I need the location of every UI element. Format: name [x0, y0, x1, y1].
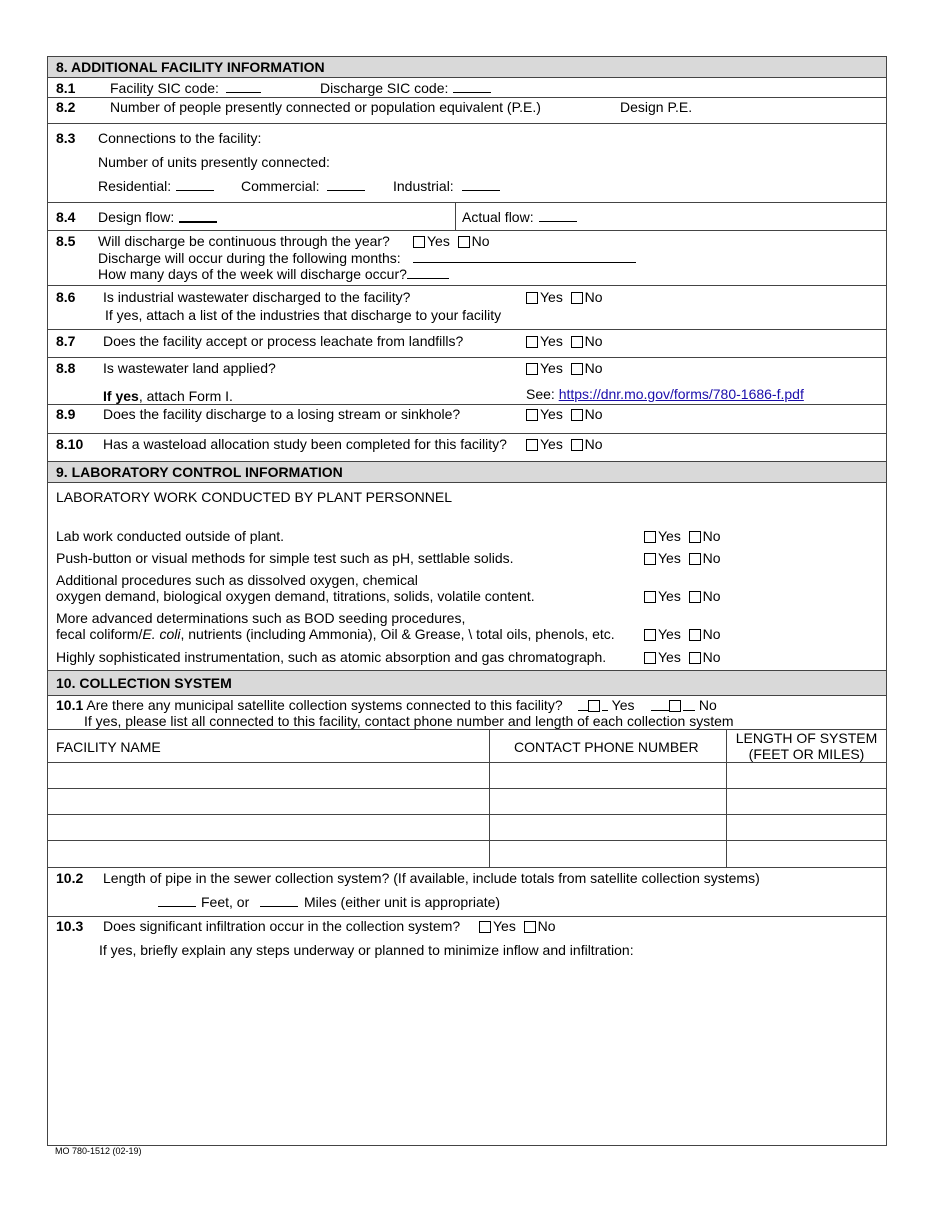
yes-no-group [479, 918, 556, 934]
row-10-2 [48, 868, 886, 917]
row-10-1 [48, 696, 886, 730]
see-link-group [526, 386, 804, 402]
yes-option [578, 697, 634, 713]
col-facility-name: FACILITY NAME [56, 739, 161, 755]
months-field[interactable] [413, 250, 636, 263]
design-flow-label: Design flow: [98, 209, 175, 225]
yes-checkbox[interactable] [526, 292, 538, 304]
satellite-table [48, 730, 888, 868]
industrial-label: Industrial: [393, 178, 454, 194]
yes-label: Yes [658, 626, 681, 642]
yes-no-group [526, 406, 603, 422]
form-number-footer: MO 780-1512 (02-19) [55, 1146, 142, 1156]
residential-label: Residential: [98, 178, 172, 194]
days-label: How many days of the week will discharge occur? [98, 266, 407, 282]
blank-line [602, 698, 608, 711]
row-8-2 [48, 98, 886, 124]
no-label: No [702, 588, 721, 604]
yes-no-group [526, 333, 603, 349]
yes-no-group [644, 649, 721, 665]
yes-label: Yes [540, 360, 563, 376]
row-10-3 [48, 917, 886, 1145]
yes-label: Yes [658, 528, 681, 544]
industrial-ww-label: Is industrial wastewater discharged to the facility? [103, 289, 411, 305]
table-cell-input[interactable] [727, 763, 886, 789]
yes-label: Yes [540, 289, 563, 305]
yes-no-group [644, 550, 721, 566]
miles-label: Miles (either unit is appropriate) [304, 894, 501, 910]
table-cell-input[interactable] [48, 763, 490, 789]
yes-label: Yes [427, 233, 450, 249]
section-8-title: 8. ADDITIONAL FACILITY INFORMATION [56, 59, 325, 75]
no-checkbox[interactable] [689, 591, 701, 603]
table-cell-input[interactable] [48, 815, 490, 841]
infiltration-label: Does significant infiltration occur in the collection system? [103, 918, 461, 934]
yes-label: Yes [540, 436, 563, 452]
attach-text: , attach Form I. [138, 388, 233, 404]
q-number: 8.3 [56, 130, 76, 146]
no-label: No [702, 528, 721, 544]
yes-no-group [413, 233, 490, 249]
q-number: 8.5 [56, 233, 76, 249]
table-cell-input[interactable] [48, 841, 490, 868]
attach-form-note [103, 388, 233, 404]
table-cell-input[interactable] [727, 789, 886, 815]
col-length-line2: (FEET OR MILES) [748, 746, 865, 762]
q-number: 8.9 [56, 406, 76, 422]
yes-checkbox[interactable] [644, 553, 656, 565]
yes-checkbox[interactable] [644, 531, 656, 543]
connections-label: Connections to the facility: [98, 130, 262, 146]
section-8-header [48, 57, 886, 78]
yes-checkbox[interactable] [526, 363, 538, 375]
lab-q4-line1: More advanced determinations such as BOD seeding procedures, [56, 610, 466, 626]
lab-q5: Highly sophisticated instrumentation, such as atomic absorption and gas chromatograph. [56, 649, 607, 665]
design-pe-label: Design P.E. [620, 99, 693, 115]
blank-line [651, 698, 669, 711]
population-label: Number of people presently connected or population equivalent (P.E.) [110, 99, 541, 115]
yes-checkbox[interactable] [644, 591, 656, 603]
section-9-title: 9. LABORATORY CONTROL INFORMATION [56, 464, 343, 480]
satellite-label: Are there any municipal satellite collection systems connected to this facility? [86, 697, 563, 713]
table-cell-input[interactable] [490, 763, 727, 789]
section-10-title: 10. COLLECTION SYSTEM [56, 675, 232, 691]
q4-text-b: , nutrients (including Ammonia), Oil & Grease, \ total oils, phenols, etc. [180, 626, 615, 642]
no-label: No [584, 333, 603, 349]
row-8-1 [48, 78, 886, 98]
leachate-label: Does the facility accept or process leachate from landfills? [103, 333, 464, 349]
no-label: No [698, 697, 717, 713]
col-header-length [727, 730, 886, 763]
residential-field[interactable] [176, 178, 214, 191]
q-number: 10.2 [56, 870, 84, 886]
no-checkbox[interactable] [571, 363, 583, 375]
infiltration-explain-area[interactable] [99, 962, 879, 1137]
lab-subtitle: LABORATORY WORK CONDUCTED BY PLANT PERSONNEL [56, 489, 452, 505]
if-yes-bold: If yes [103, 388, 139, 404]
no-checkbox[interactable] [689, 652, 701, 664]
no-label: No [471, 233, 490, 249]
yes-label: Yes [658, 588, 681, 604]
q-number: 10.3 [56, 918, 84, 934]
no-label: No [584, 360, 603, 376]
table-cell-input[interactable] [490, 789, 727, 815]
col-header-facility [48, 730, 490, 763]
form-page [47, 56, 887, 1146]
no-label: No [584, 436, 603, 452]
q4-text-italic: E. coli [142, 626, 181, 642]
yes-label: Yes [540, 406, 563, 422]
yes-no-group [644, 626, 721, 642]
row-8-3 [48, 124, 886, 203]
col-header-phone [490, 730, 727, 763]
no-label: No [537, 918, 556, 934]
yes-checkbox[interactable] [413, 236, 425, 248]
miles-field[interactable] [260, 894, 298, 907]
table-cell-input[interactable] [48, 789, 490, 815]
section-9-header [48, 462, 886, 483]
actual-flow-field[interactable] [539, 209, 577, 222]
no-checkbox[interactable] [571, 292, 583, 304]
sic-field[interactable] [226, 80, 261, 93]
row-8-10 [48, 434, 886, 462]
blank-line [683, 698, 695, 711]
yes-label: Yes [658, 649, 681, 665]
yes-no-group [644, 588, 721, 604]
table-cell-input[interactable] [490, 815, 727, 841]
yes-label: Yes [540, 333, 563, 349]
no-checkbox[interactable] [571, 336, 583, 348]
row-8-9 [48, 405, 886, 434]
row-8-7 [48, 330, 886, 358]
no-label: No [702, 550, 721, 566]
no-checkbox[interactable] [689, 531, 701, 543]
losing-stream-label: Does the facility discharge to a losing stream or sinkhole? [103, 406, 461, 422]
commercial-field[interactable] [327, 178, 365, 191]
yes-checkbox[interactable] [526, 439, 538, 451]
no-option [651, 697, 717, 713]
q-number: 8.8 [56, 360, 76, 376]
industrial-ww-note: If yes, attach a list of the industries that discharge to your facility [105, 307, 502, 323]
months-label: Discharge will occur during the following months: [98, 250, 401, 266]
no-checkbox[interactable] [458, 236, 470, 248]
lab-q2: Push-button or visual methods for simple test such as pH, settlable solids. [56, 550, 514, 566]
q-number: 8.4 [56, 209, 76, 225]
no-checkbox[interactable] [524, 921, 536, 933]
section-10-header [48, 671, 886, 696]
actual-flow-label: Actual flow: [462, 209, 534, 225]
yes-no-group [526, 289, 603, 305]
form-link[interactable]: https://dnr.mo.gov/forms/780-1686-f.pdf [558, 386, 804, 402]
col-length-line1: LENGTH OF SYSTEM [735, 730, 878, 746]
sic-label: Facility SIC code: [110, 80, 219, 96]
lab-q4-line2 [56, 626, 615, 642]
yes-checkbox[interactable] [644, 629, 656, 641]
discharge-sic-label: Discharge SIC code: [320, 80, 449, 96]
no-checkbox[interactable] [669, 700, 681, 712]
no-label: No [702, 649, 721, 665]
q-number: 8.2 [56, 99, 76, 115]
row-8-8 [48, 358, 886, 405]
yes-label: Yes [611, 697, 635, 713]
table-cell-input[interactable] [490, 841, 727, 868]
no-label: No [584, 406, 603, 422]
yes-no-group [526, 436, 603, 452]
no-label: No [584, 289, 603, 305]
discharge-sic-field[interactable] [453, 80, 491, 93]
no-checkbox[interactable] [689, 629, 701, 641]
no-label: No [702, 626, 721, 642]
yes-label: Yes [493, 918, 516, 934]
table-cell-input[interactable] [727, 841, 886, 868]
commercial-label: Commercial: [241, 178, 320, 194]
yes-checkbox[interactable] [588, 700, 600, 712]
row-8-4 [48, 203, 886, 231]
row-8-5 [48, 231, 886, 286]
infiltration-explain-label: If yes, briefly explain any steps underway or planned to minimize inflow and infiltration: [99, 942, 634, 958]
satellite-note: If yes, please list all connected to this facility, contact phone number and length of each collection system [84, 713, 734, 729]
table-cell-input[interactable] [727, 815, 886, 841]
q-number: 8.6 [56, 289, 76, 305]
feet-label: Feet, or [201, 894, 250, 910]
divider [455, 203, 456, 230]
yes-checkbox[interactable] [526, 409, 538, 421]
design-flow-field[interactable] [179, 209, 217, 223]
pipe-length-label: Length of pipe in the sewer collection system? (If available, include totals from satellite collection systems) [103, 870, 760, 886]
lab-q3-line1: Additional procedures such as dissolved oxygen, chemical [56, 572, 418, 588]
q-number: 8.10 [56, 436, 84, 452]
q-number: 10.1 [56, 697, 84, 713]
feet-field[interactable] [158, 894, 196, 907]
yes-no-group [644, 528, 721, 544]
lab-q3-line2: oxygen demand, biological oxygen demand, titrations, solids, volatile content. [56, 588, 535, 604]
section-9-body [48, 483, 886, 671]
industrial-field[interactable] [462, 178, 500, 191]
q4-text-a: fecal coliform/ [56, 626, 143, 642]
units-label: Number of units presently connected: [98, 154, 330, 170]
lab-q1: Lab work conducted outside of plant. [56, 528, 285, 544]
days-field[interactable] [407, 266, 449, 279]
yes-label: Yes [658, 550, 681, 566]
blank-line [578, 698, 588, 711]
row-8-6 [48, 286, 886, 330]
no-checkbox[interactable] [689, 553, 701, 565]
land-applied-label: Is wastewater land applied? [103, 360, 276, 376]
yes-no-group [526, 360, 603, 376]
q-number: 8.7 [56, 333, 76, 349]
yes-checkbox[interactable] [644, 652, 656, 664]
col-contact-phone: CONTACT PHONE NUMBER [514, 739, 699, 755]
yes-checkbox[interactable] [526, 336, 538, 348]
no-checkbox[interactable] [571, 409, 583, 421]
see-label: See: [526, 386, 559, 402]
no-checkbox[interactable] [571, 439, 583, 451]
q-number: 8.1 [56, 80, 76, 96]
q-10-1-line1 [56, 697, 563, 713]
continuous-label: Will discharge be continuous through the year? [98, 233, 390, 249]
wasteload-label: Has a wasteload allocation study been completed for this facility? [103, 436, 507, 452]
yes-checkbox[interactable] [479, 921, 491, 933]
